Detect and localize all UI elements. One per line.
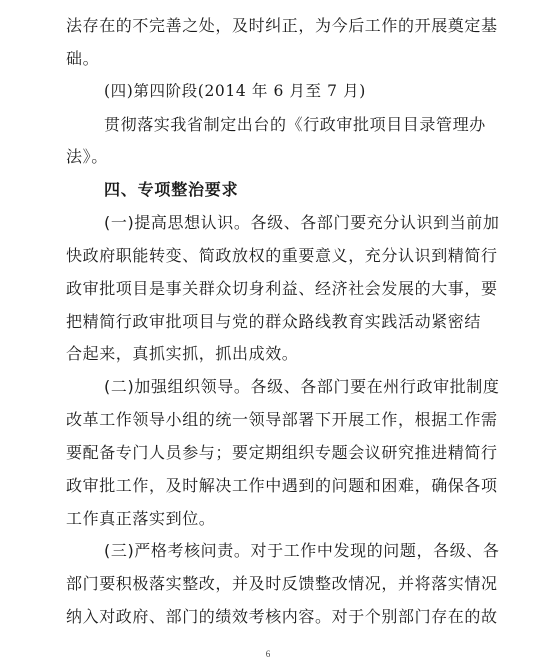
body-text-line: 要配备专门人员参与；要定期组织专题会议研究推进精简行 [66,442,498,462]
body-text-line: 改革工作领导小组的统一领导部署下开展工作，根据工作需 [66,410,498,429]
page-number: 6 [265,649,271,659]
body-text-line: 合起来，真抓实抓，抓出成效。 [66,344,299,364]
body-text-line: 政审批项目是事关群众切身利益、经济社会发展的大事，要 [66,278,498,298]
body-text-line: 快政府职能转变、简政放权的重要意义，充分认识到精简行 [66,245,498,265]
body-text-line: 把精简行政审批项目与党的群众路线教育实践活动紧密结 [66,311,482,331]
body-text-line: 政审批工作，及时解决工作中遇到的问题和困难，确保各项 [66,475,498,495]
requirement-1-first-line [104,206,504,239]
body-text-line: 法存在的不完善之处，及时纠正，为今后工作的开展奠定基 [66,16,498,35]
body-text-line: 对于工作中发现的问题，各级、各 [250,541,500,561]
body-text-line: 贯彻落实我省制定出台的《行政审批项目目录管理办 [104,114,486,134]
body-text-line: 部门要积极落实整改，并及时反馈整改情况，并将落实情况 [66,574,498,594]
stage4-heading: (四)第四阶段(2014 年 6 月至 7 月) [104,81,366,100]
requirement-2-first-line [104,370,504,403]
section-heading: 四、专项整治要求 [104,180,239,200]
body-text-line: 各级、各部门要充分认识到当前加 [250,213,500,232]
requirement-2-lead: (二)加强组织领导。 [104,377,251,397]
body-text-line: 各级、各部门要在州行政审批制度 [250,377,500,397]
body-text-line: 法》。 [66,147,108,167]
requirement-1-lead: (一)提高思想认识。 [104,213,251,232]
requirement-3-first-line [104,534,504,567]
body-text-line: 础。 [66,48,100,68]
body-text-line: 工作真正落实到位。 [66,508,216,528]
requirement-3-lead: (三)严格考核问责。 [104,541,251,561]
body-text-line: 纳入对政府、部门的绩效考核内容。对于个别部门存在的故 [66,607,498,626]
